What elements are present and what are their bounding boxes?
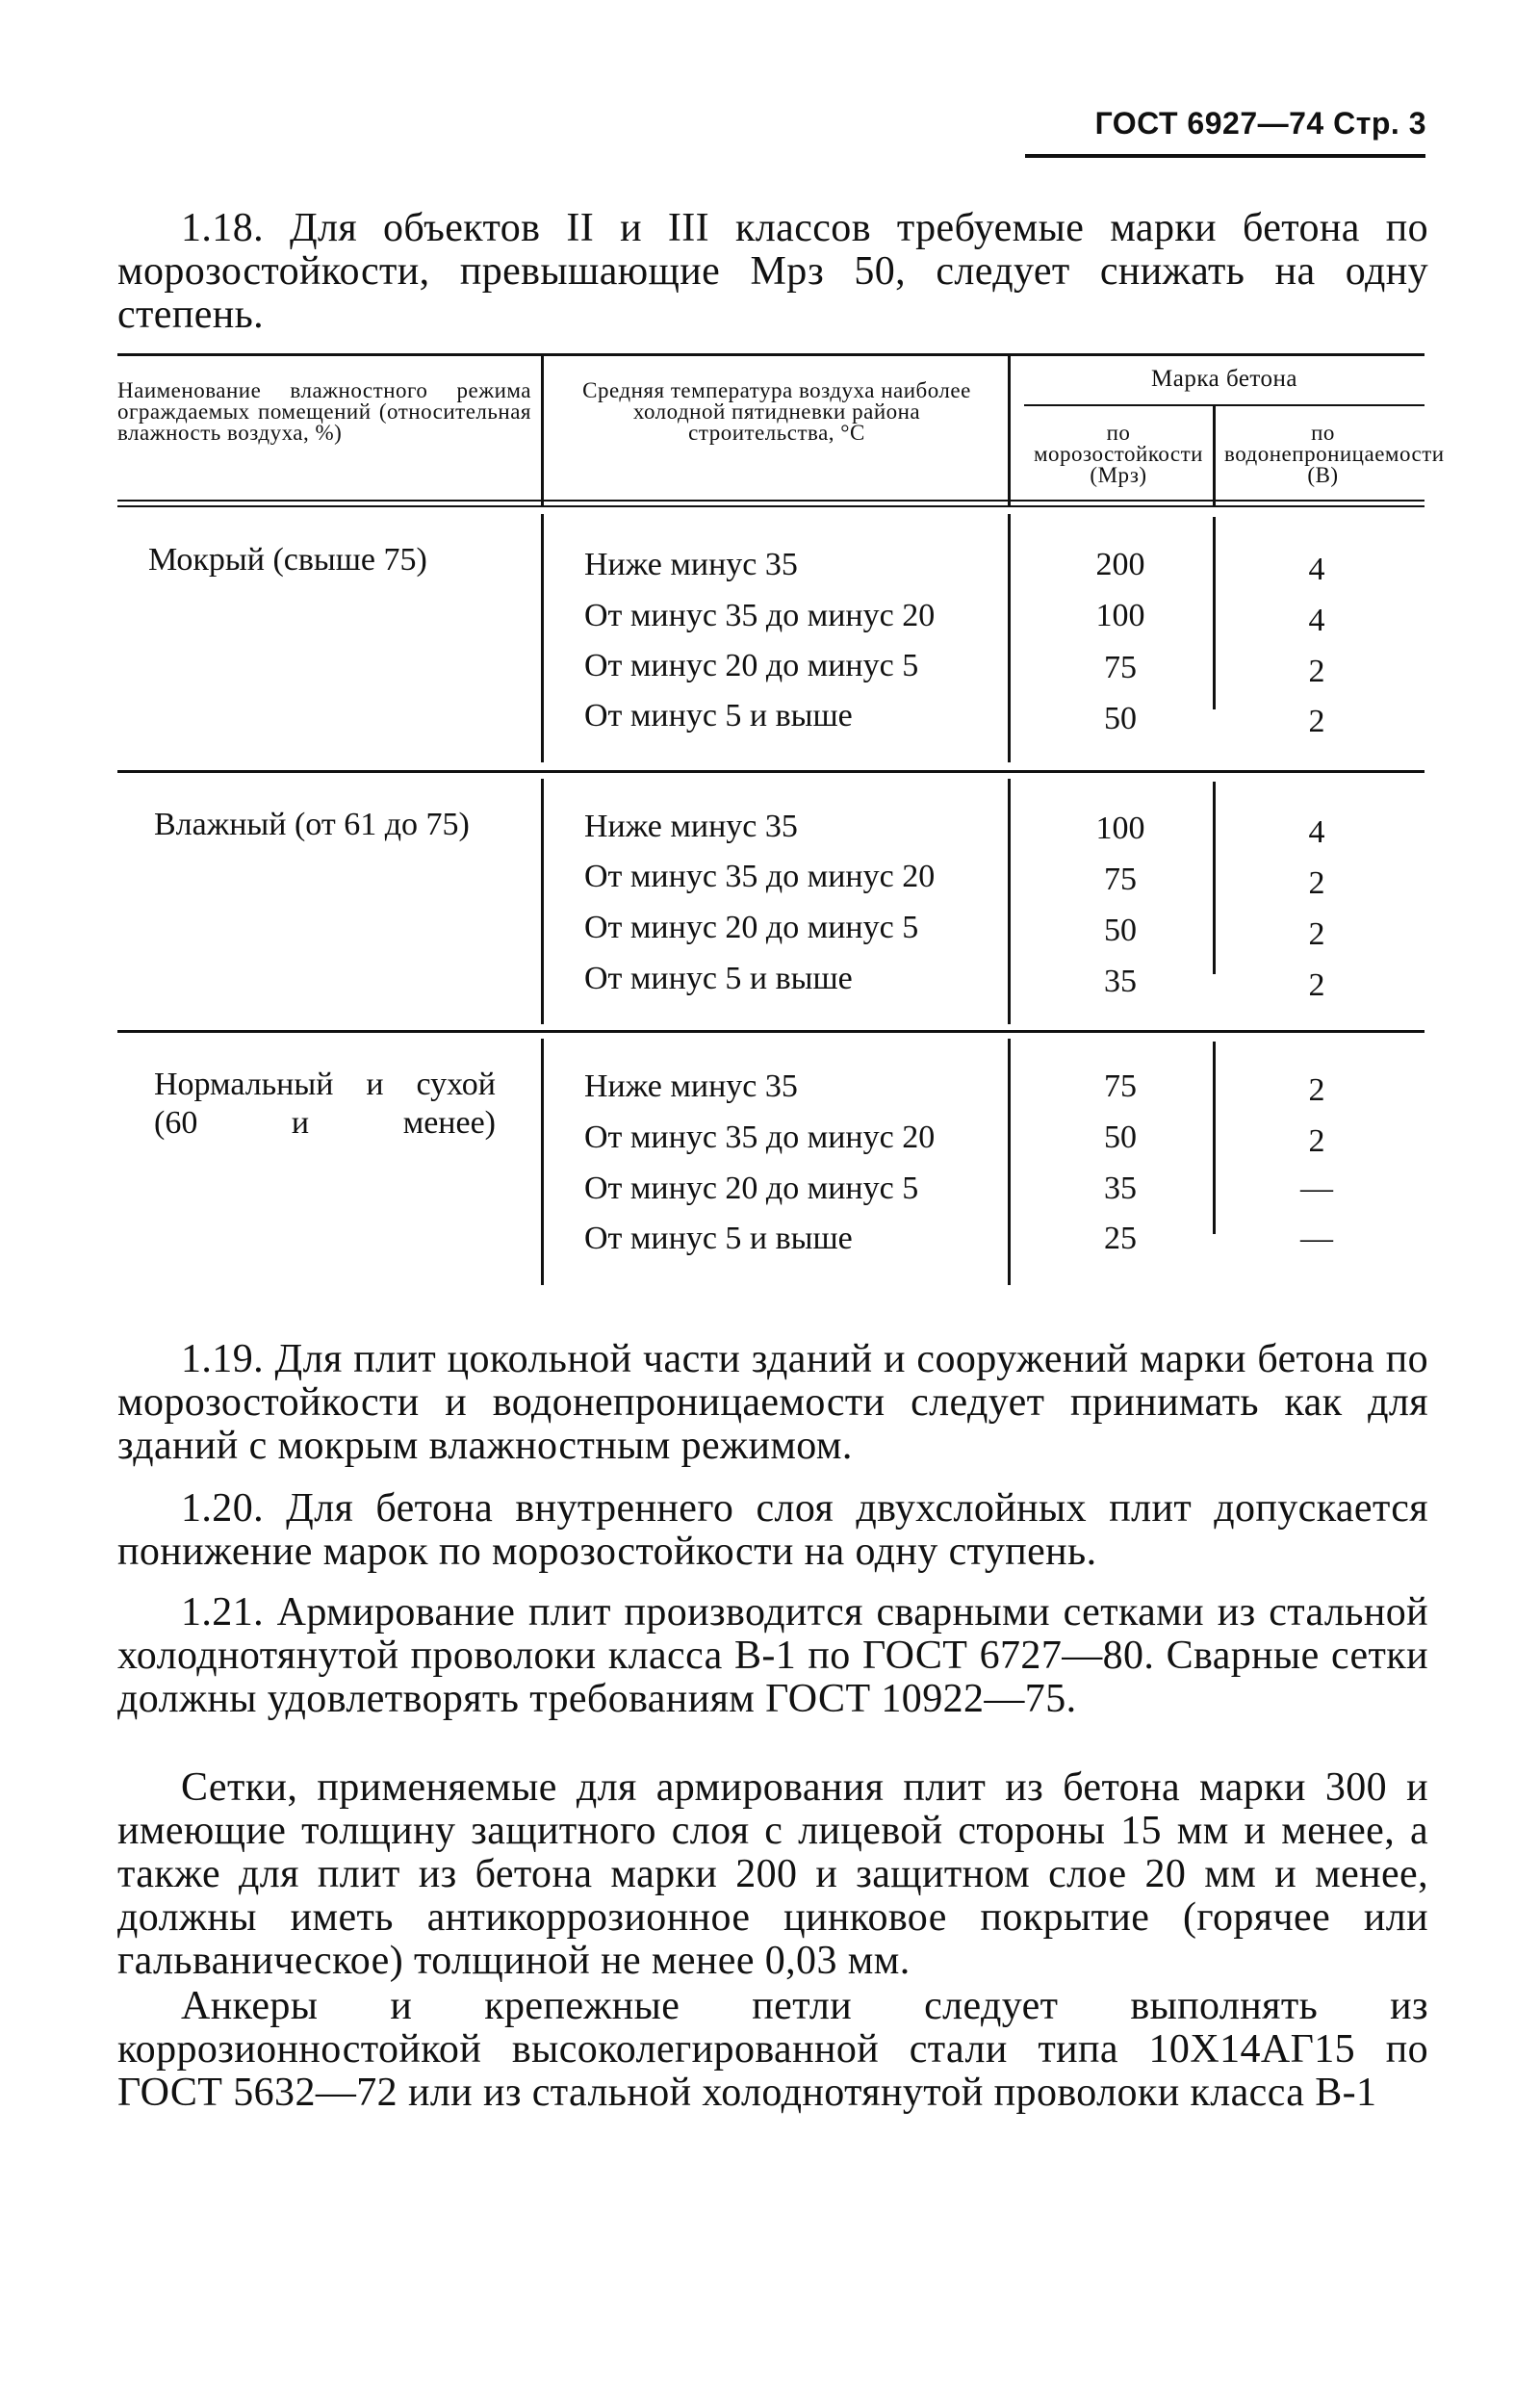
table-cell-temp: От минус 20 до минус 5: [584, 1171, 919, 1206]
header-rule: [1025, 154, 1425, 158]
paragraph-1-19: 1.19. Для плит цокольной части зданий и сооружений марки бетона по морозостойкости и водонепроницаемости следует принимать как для зданий с мокрым влажностным режимом.: [117, 1337, 1428, 1468]
table-cell-frost: 50: [1104, 701, 1137, 736]
table-top-rule: [117, 353, 1424, 356]
table-cell-water: 2: [1308, 865, 1325, 901]
paragraph-anchors: Анкеры и крепежные петли следует выполнять из коррозионностойкой высоколегированной стали типа 10Х14АГ15 по ГОСТ 5632—72 или из стальной холоднотянутой проволоки класса В-1: [117, 1984, 1428, 2115]
regime-wet: Мокрый (свыше 75): [148, 542, 427, 578]
regime-humid: Влажный (от 61 до 75): [154, 807, 470, 842]
vrule-header-2: [1008, 353, 1011, 505]
table-cell-frost: 50: [1104, 1120, 1137, 1155]
vrule-g1-1: [541, 514, 544, 762]
paragraph-1-20: 1.20. Для бетона внутреннего слоя двухслойных плит допускается понижение марок по морозостойкости на одну ступень.: [117, 1486, 1428, 1574]
regime-normal-dry-line: Нормальный и сухой (60 и менее): [154, 1067, 496, 1141]
table-cell-frost: 25: [1104, 1221, 1137, 1256]
vrule-g1-2: [1008, 514, 1011, 762]
table-cell-water: 2: [1308, 967, 1325, 1003]
table-cell-frost: 50: [1104, 913, 1137, 948]
table-cell-frost: 35: [1104, 1171, 1137, 1206]
vrule-g3-1: [541, 1039, 544, 1285]
paragraph-meshes: Сетки, применяемые для армирования плит из бетона марки 300 и имеющие толщину защитного слоя с лицевой стороны 15 мм и менее, а также для плит из бетона марки 200 и защитном слое 20 мм и менее, должны иметь антикоррозионное цинковое покрытие (горячее или гальваническое) толщиной не менее 0,03 мм.: [117, 1765, 1428, 1983]
table-cell-frost: 35: [1104, 964, 1137, 999]
vrule-g3-3: [1213, 1042, 1216, 1234]
concrete-grade-table: [117, 353, 1445, 1285]
table-cell-temp: От минус 20 до минус 5: [584, 910, 919, 945]
table-cell-water: 2: [1308, 654, 1325, 689]
vrule-g2-3: [1213, 782, 1216, 974]
table-cell-water: 2: [1308, 704, 1325, 739]
table-header-rule-2: [117, 505, 1424, 507]
table-cell-frost: 75: [1104, 1068, 1137, 1104]
table-cell-water: 2: [1308, 916, 1325, 952]
page-header: ГОСТ 6927—74 Стр. 3: [1094, 106, 1426, 141]
table-cell-water: 2: [1308, 1072, 1325, 1108]
table-cell-temp: Ниже минус 35: [584, 1068, 798, 1104]
table-cell-temp: От минус 5 и выше: [584, 698, 853, 734]
table-cell-temp: Ниже минус 35: [584, 547, 798, 582]
table-group-rule-2: [117, 1030, 1424, 1033]
table-cell-frost: 100: [1095, 598, 1145, 633]
regime-normal-dry: [117, 1066, 502, 1143]
vrule-header-3: [1213, 406, 1216, 505]
table-cell-temp: От минус 20 до минус 5: [584, 648, 919, 683]
grade-sub-rule: [1024, 404, 1424, 406]
table-cell-frost: 200: [1095, 547, 1145, 582]
paragraph-1-21: 1.21. Армирование плит производится сварными сетками из стальной холоднотянутой проволоки класса В-1 по ГОСТ 6727—80. Сварные сетки должны удовлетворять требованиям ГОСТ 10922—75.: [117, 1590, 1428, 1721]
paragraph-1-18: 1.18. Для объектов II и III классов требуемые марки бетона по морозостойкости, превышающие Мрз 50, следует снижать на одну степень.: [117, 206, 1428, 337]
table-cell-frost: 75: [1104, 862, 1137, 897]
table-cell-water: —: [1300, 1221, 1333, 1256]
vrule-g3-2: [1008, 1039, 1011, 1285]
table-cell-temp: От минус 5 и выше: [584, 961, 853, 996]
table-cell-frost: 75: [1104, 650, 1137, 685]
table-header-rule-1: [117, 500, 1424, 502]
vrule-g2-1: [541, 779, 544, 1024]
table-cell-temp: От минус 5 и выше: [584, 1221, 853, 1256]
table-cell-temp: От минус 35 до минус 20: [584, 1120, 936, 1155]
table-cell-water: 4: [1308, 603, 1325, 638]
table-cell-water: 4: [1308, 814, 1325, 850]
header-temperature: Средняя температура воздуха наиболее холодной пятидневки района строительства, °С: [582, 378, 971, 445]
table-cell-temp: От минус 35 до минус 20: [584, 859, 936, 894]
vrule-g2-2: [1008, 779, 1011, 1024]
table-cell-temp: Ниже минус 35: [584, 809, 798, 844]
header-water: по водонепроницаемости (В): [1224, 421, 1445, 487]
table-cell-frost: 100: [1095, 811, 1145, 846]
header-frost: по морозостойкости (Мрз): [1034, 421, 1203, 487]
header-grade: Марка бетона: [1151, 366, 1297, 392]
vrule-header-1: [541, 353, 544, 505]
table-cell-water: 4: [1308, 552, 1325, 587]
table-group-rule-1: [117, 770, 1424, 773]
table-cell-temp: От минус 35 до минус 20: [584, 598, 936, 633]
table-cell-water: 2: [1308, 1123, 1325, 1159]
header-regime: Наименование влажностного режима ограждаемых помещений (относительная влажность воздуха, %): [117, 378, 531, 445]
table-cell-water: —: [1300, 1171, 1333, 1206]
vrule-g1-3: [1213, 517, 1216, 709]
